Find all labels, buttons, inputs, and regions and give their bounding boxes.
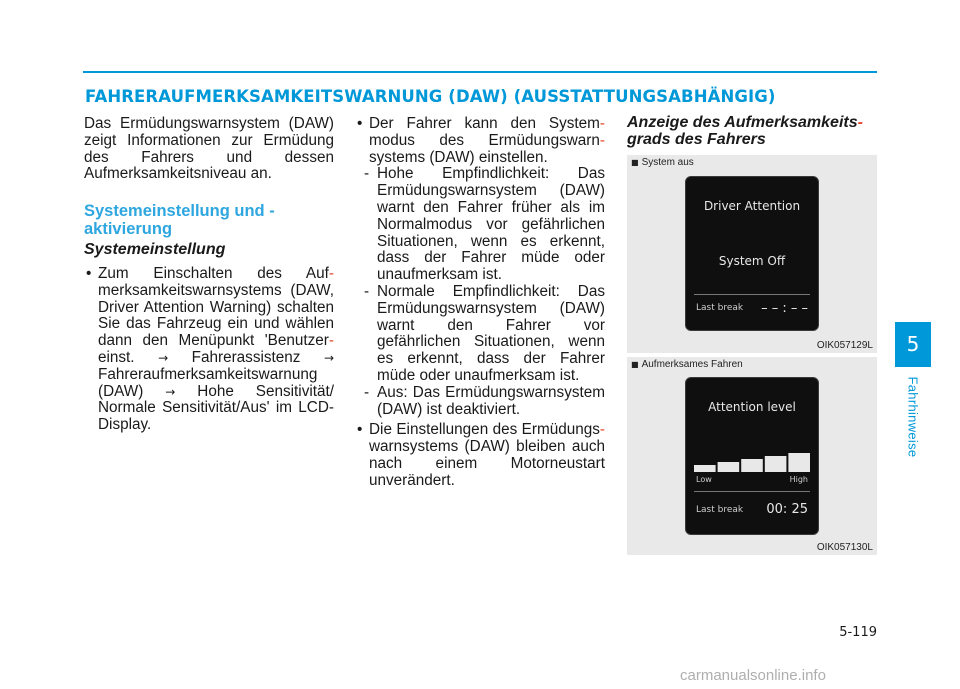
subsection-title: Systemeinstellung	[84, 241, 226, 258]
column-2	[355, 116, 605, 490]
arrow-icon: →	[165, 384, 176, 399]
display-status: System Off	[718, 254, 786, 268]
square-bullet-icon: ■	[631, 360, 639, 369]
last-break-value: 00: 25	[766, 502, 808, 517]
header-rule	[83, 71, 877, 73]
last-break-label: Last break	[696, 303, 744, 313]
last-break-label: Last break	[696, 505, 744, 515]
figure-code: OIK057130L	[816, 542, 873, 553]
arrow-icon: →	[158, 350, 169, 365]
page-title: FAHRERAUFMERKSAMKEITSWARNUNG (DAW) (AUSSTATTUNGSABHÄNGIG)	[85, 87, 776, 106]
level-segment	[765, 456, 787, 472]
figure-system-off	[627, 155, 877, 353]
attention-level-bar	[686, 448, 818, 478]
display-title: Driver Attention	[703, 199, 801, 213]
chapter-side-label: Fahrhinweise	[905, 376, 921, 458]
display-title: Attention level	[708, 400, 796, 414]
dash-item: - Normale Empfindlichkeit: Das Ermüdungswarnsystem (DAW) warnt den Fahrer vor gefährlichen Situationen, wenn es erkennt, dass der Fahrer müde oder unaufmerksam ist.	[364, 282, 605, 384]
figure-code: OIK057129L	[816, 340, 873, 351]
page-number: 5-119	[839, 625, 877, 640]
display-divider	[694, 491, 810, 492]
figure-caption: ■ System aus	[631, 157, 694, 168]
last-break-value: – – : – –	[761, 301, 808, 316]
level-high-label: High	[789, 475, 808, 484]
level-segment	[741, 459, 763, 472]
level-segment	[788, 453, 810, 472]
bullet-item: • Der Fahrer kann den System- modus des Ermüdungswarn- systems (DAW) einstellen.	[355, 116, 605, 166]
dash-item: - Hohe Empfindlichkeit: Das Ermüdungswarnsystem (DAW) warnt den Fahrer früher als im Normalmodus vor gefährlichen Situationen, wenn es erkennt, dass der Fahrer müde oder unaufmerksam ist.	[364, 165, 605, 284]
bullet-item: • Die Einstellungen des Ermüdungs- warnsystems (DAW) bleiben auch nach einem Motorneustart unverändert.	[355, 422, 605, 489]
column-1	[84, 116, 334, 183]
level-segment	[718, 462, 740, 472]
chapter-tab: 5	[895, 322, 931, 367]
level-segment	[694, 465, 716, 472]
column-1-list	[84, 266, 334, 434]
level-low-label: Low	[696, 475, 712, 484]
intro-paragraph: Das Ermüdungswarnsystem (DAW) zeigt Informationen zur Ermüdung des Fahrers und dessen Aufmerksamkeitsniveau an.	[84, 115, 334, 183]
dash-item: - Aus: Das Ermüdungswarnsystem (DAW) ist deaktiviert.	[364, 383, 605, 418]
display-divider	[694, 294, 810, 295]
cluster-display	[685, 377, 819, 535]
section-title: Systemeinstellung und -aktivierung	[84, 202, 275, 238]
bullet-item: • Zum Einschalten des Auf- merksamkeitswarnsystems (DAW, Driver Attention Warning) schalten Sie das Fahrzeug ein und wählen dann den Menüpunkt 'Benutzer- einst. → Fahrerassistenz → Fahreraufmerksamkeitswarnung (DAW) → Hohe Sensitivität/ Normale Sensitivität/Aus' im LCD-Display.	[84, 266, 334, 434]
cluster-display	[685, 176, 819, 331]
square-bullet-icon: ■	[631, 158, 639, 167]
watermark: carmanualsonline.info	[680, 667, 826, 684]
figure-caption: ■ Aufmerksames Fahren	[631, 359, 743, 370]
arrow-icon: →	[323, 350, 335, 365]
figure-attentive-driving	[627, 357, 877, 555]
display-section-title: Anzeige des Aufmerksamkeits- grads des Fahrers	[627, 114, 863, 148]
